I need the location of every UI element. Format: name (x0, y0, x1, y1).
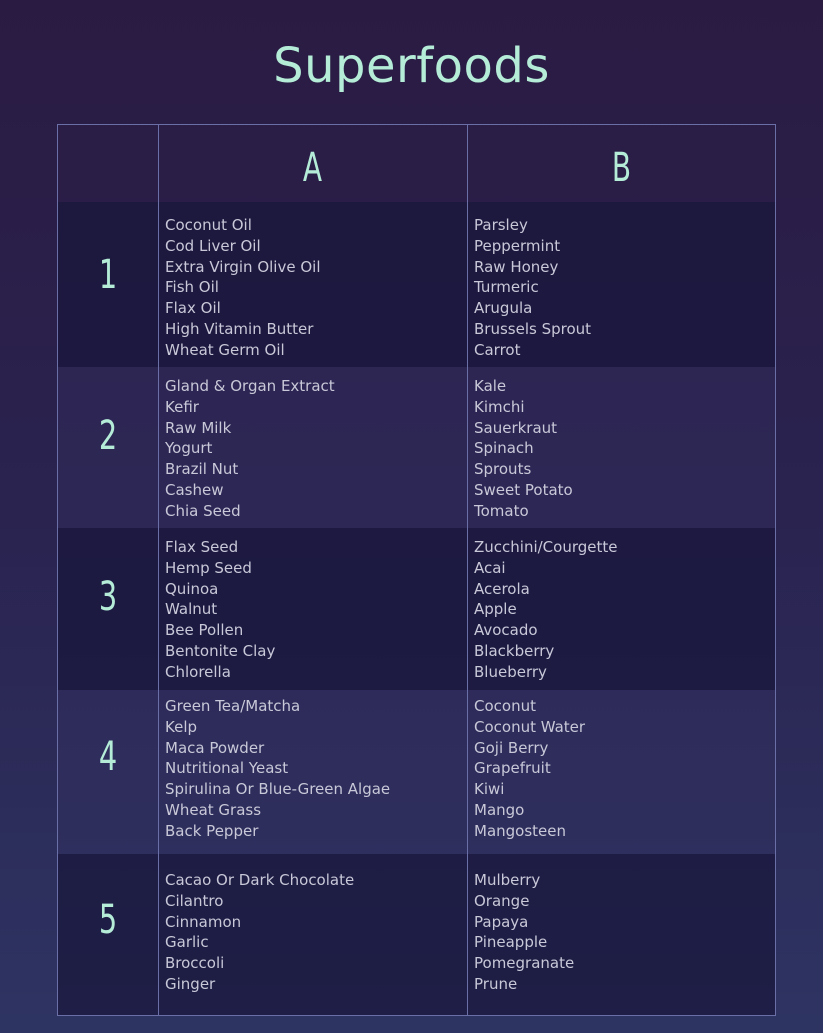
table-row (58, 854, 775, 1015)
item-list-b (474, 215, 591, 361)
table-row (58, 690, 775, 854)
list-item: Flax Oil (165, 299, 221, 318)
list-item: Arugula (474, 299, 533, 318)
list-item: Kefir (165, 397, 199, 416)
list-item: Wheat Germ Oil (165, 340, 285, 359)
list-item: Bee Pollen (165, 621, 244, 640)
list-item: Quinoa (165, 579, 219, 598)
list-item: Acai (474, 558, 506, 577)
list-item: Hemp Seed (165, 558, 252, 577)
row-number: 5 (98, 897, 118, 943)
list-item: Spinach (474, 439, 534, 458)
column-header-a: A (302, 145, 323, 191)
item-list-a (165, 215, 321, 361)
list-item: Sprouts (474, 460, 532, 479)
list-item: Mangosteen (474, 821, 566, 840)
list-item: Pomegranate (474, 954, 575, 973)
row-number: 3 (98, 574, 118, 620)
list-item: Chia Seed (165, 501, 241, 520)
list-item: Ginger (165, 974, 216, 993)
column-divider (467, 125, 468, 1015)
list-item: Carrot (474, 340, 521, 359)
list-item: Nutritional Yeast (165, 759, 289, 778)
list-item: Mango (474, 800, 525, 819)
list-item: Cacao Or Dark Chocolate (165, 871, 355, 889)
table-row (58, 202, 775, 367)
list-item: Apple (474, 600, 517, 619)
list-item: Acerola (474, 579, 530, 598)
list-item: Cinnamon (165, 912, 242, 931)
list-item: Kiwi (474, 780, 505, 799)
row-number: 4 (98, 734, 118, 780)
list-item: Orange (474, 891, 530, 910)
row-number: 2 (98, 413, 118, 459)
list-item: Chlorella (165, 662, 231, 681)
list-item: High Vitamin Butter (165, 319, 314, 338)
item-list-a (165, 537, 275, 683)
list-item: Peppermint (474, 236, 561, 255)
item-list-b (474, 537, 617, 683)
list-item: Brussels Sprout (474, 319, 592, 338)
list-item: Walnut (165, 600, 218, 619)
item-list-a (165, 376, 335, 522)
list-item: Spirulina Or Blue-Green Algae (165, 780, 391, 799)
list-item: Flax Seed (165, 538, 239, 556)
list-item: Papaya (474, 912, 529, 931)
list-item: Raw Honey (474, 257, 559, 276)
list-item: Back Pepper (165, 821, 259, 840)
item-list-a (165, 696, 390, 842)
page-title: Superfoods (273, 38, 550, 94)
list-item: Pineapple (474, 933, 548, 952)
list-item: Wheat Grass (165, 800, 262, 819)
list-item: Sauerkraut (474, 418, 558, 437)
row-number: 1 (98, 252, 118, 298)
list-item: Avocado (474, 621, 538, 640)
list-item: Maca Powder (165, 738, 265, 757)
list-item: Cashew (165, 480, 224, 499)
item-list-b (474, 696, 585, 842)
list-item: Broccoli (165, 954, 225, 973)
list-item: Blueberry (474, 662, 547, 681)
table-row (58, 367, 775, 528)
item-list-b (474, 376, 573, 522)
column-divider (158, 125, 159, 1015)
list-item: Parsley (474, 216, 528, 234)
column-header-b: B (611, 145, 632, 191)
item-list-b (474, 870, 574, 995)
list-item: Garlic (165, 933, 209, 952)
list-item: Blackberry (474, 641, 555, 660)
list-item: Raw Milk (165, 418, 232, 437)
superfoods-table (57, 124, 776, 1016)
list-item: Prune (474, 974, 518, 993)
list-item: Coconut (474, 697, 536, 715)
list-item: Turmeric (474, 278, 539, 297)
list-item: Mulberry (474, 871, 541, 889)
list-item: Cod Liver Oil (165, 236, 261, 255)
list-item: Cilantro (165, 891, 224, 910)
list-item: Goji Berry (474, 738, 549, 757)
list-item: Bentonite Clay (165, 641, 276, 660)
item-list-a (165, 870, 354, 995)
list-item: Tomato (474, 501, 529, 520)
list-item: Yogurt (165, 439, 213, 458)
list-item: Green Tea/Matcha (165, 697, 301, 715)
list-item: Kelp (165, 717, 198, 736)
list-item: Zucchini/Courgette (474, 538, 618, 556)
list-item: Brazil Nut (165, 460, 239, 479)
list-item: Extra Virgin Olive Oil (165, 257, 321, 276)
table-row (58, 528, 775, 690)
list-item: Kale (474, 377, 507, 395)
list-item: Grapefruit (474, 759, 551, 778)
list-item: Coconut Water (474, 717, 586, 736)
list-item: Coconut Oil (165, 216, 252, 234)
list-item: Sweet Potato (474, 480, 573, 499)
list-item: Kimchi (474, 397, 525, 416)
list-item: Gland & Organ Extract (165, 377, 335, 395)
list-item: Fish Oil (165, 278, 219, 297)
